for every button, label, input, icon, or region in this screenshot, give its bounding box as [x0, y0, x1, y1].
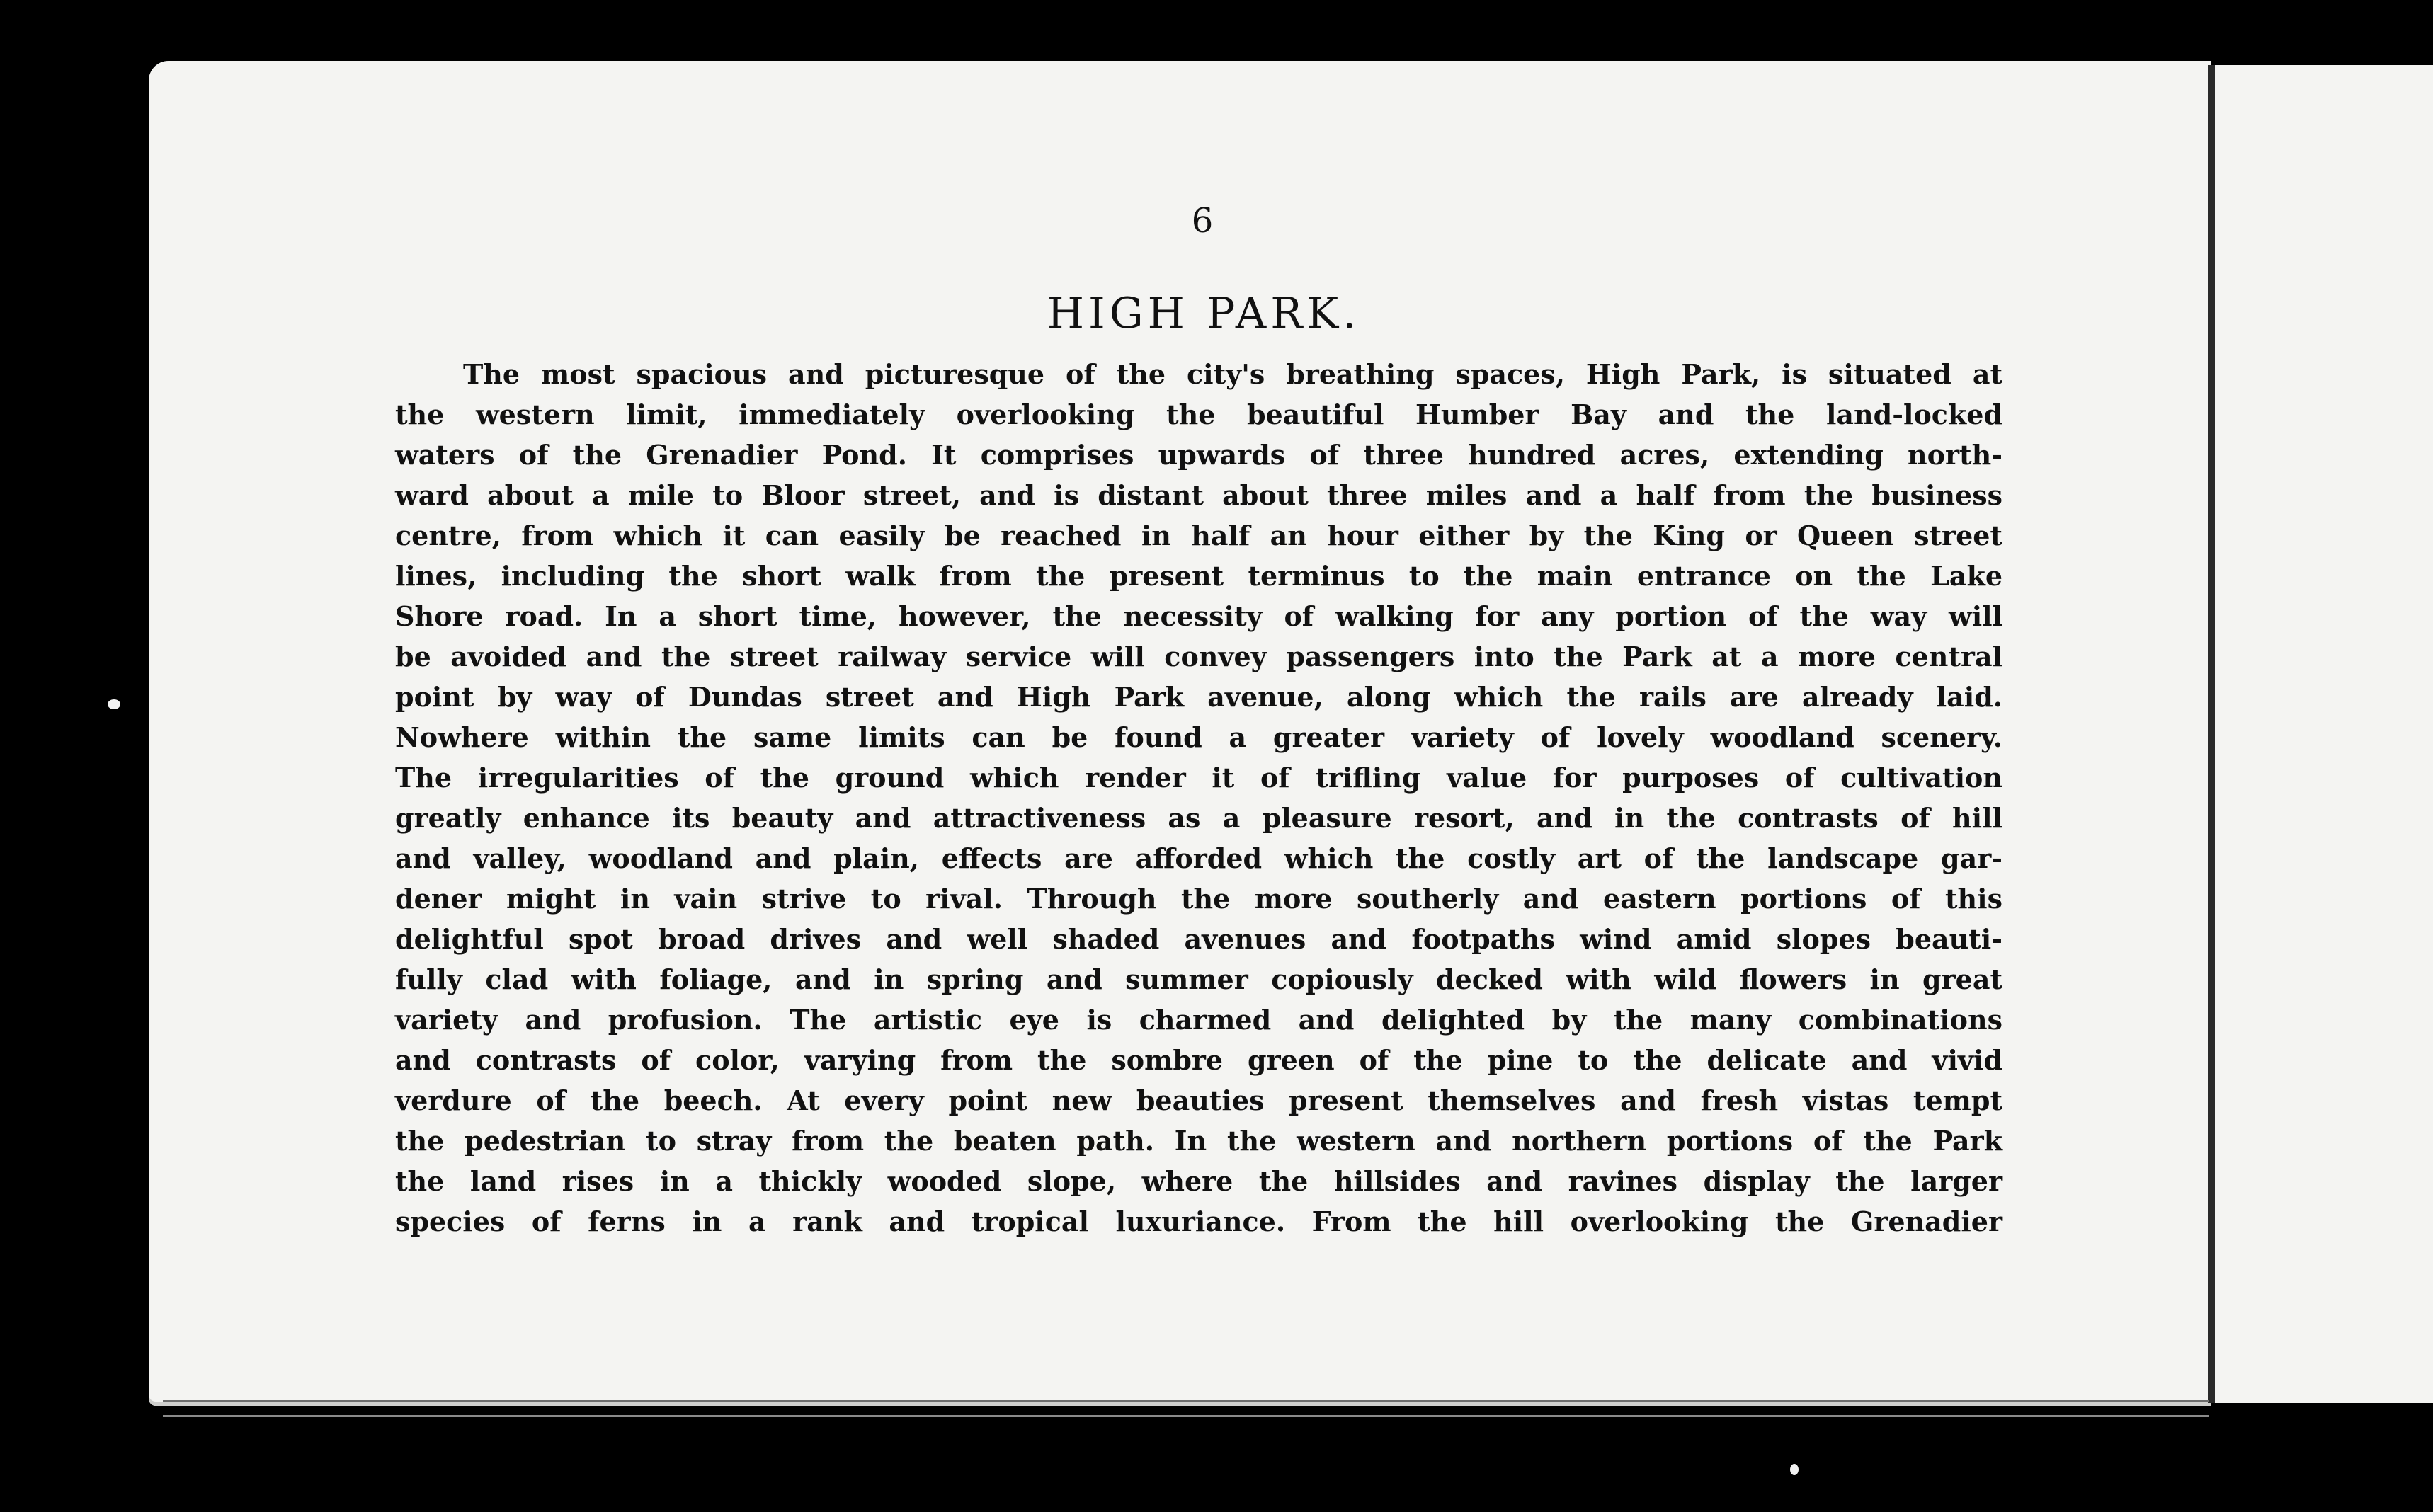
scan-speck [1790, 1464, 1799, 1475]
page-title: HIGH PARK. [1047, 289, 1361, 338]
page-stack-edge [163, 1400, 2209, 1417]
text-line: Shore road. In a short time, however, the necessity of walking for any portion of the way will [395, 600, 2002, 632]
body-paragraph [395, 354, 2002, 1242]
text-line: lines, including the short walk from the present terminus to the main entrance on the Lake [395, 560, 2002, 592]
text-line: The irregularities of the ground which render it of trifling value for purposes of cultivation [395, 762, 2002, 794]
text-line: delightful spot broad drives and well shaded avenues and footpaths wind amid slopes beauti- [395, 923, 2002, 955]
text-line: the western limit, immediately overlooking the beautiful Humber Bay and the land-locked [395, 399, 2002, 430]
text-line: variety and profusion. The artistic eye is charmed and delighted by the many combinations [395, 1004, 2002, 1036]
text-line: point by way of Dundas street and High Park avenue, along which the rails are already laid. [395, 681, 2002, 713]
text-line: and contrasts of color, varying from the sombre green of the pine to the delicate and vivid [395, 1044, 2002, 1076]
page-number: 6 [1191, 201, 1214, 241]
text-line: fully clad with foliage, and in spring and summer copiously decked with wild flowers in great [395, 963, 2002, 995]
text-line: centre, from which it can easily be reached in half an hour either by the King or Queen street [395, 520, 2002, 551]
text-line: be avoided and the street railway service will convey passengers into the Park at a more central [395, 641, 2002, 672]
text-line: ward about a mile to Bloor street, and is distant about three miles and a half from the business [395, 479, 2002, 511]
text-line: Nowhere within the same limits can be found a greater variety of lovely woodland scenery. [395, 721, 2002, 753]
text-line: the land rises in a thickly wooded slope, where the hillsides and ravines display the larger [395, 1165, 2002, 1197]
text-line: the pedestrian to stray from the beaten path. In the western and northern portions of the Park [395, 1125, 2002, 1157]
text-line: greatly enhance its beauty and attractiveness as a pleasure resort, and in the contrasts of hill [395, 802, 2002, 834]
text-line: and valley, woodland and plain, effects are afforded which the costly art of the landscape gar- [395, 842, 2002, 874]
right-page-edge [2215, 65, 2433, 1403]
text-line: The most spacious and picturesque of the city's breathing spaces, High Park, is situated at [463, 358, 2002, 390]
scan-speck [108, 699, 120, 709]
text-line: waters of the Grenadier Pond. It comprises upwards of three hundred acres, extending north- [395, 439, 2002, 471]
text-line: species of ferns in a rank and tropical luxuriance. From the hill overlooking the Grenadier [395, 1205, 2002, 1237]
page-gutter [2208, 65, 2215, 1403]
text-line: dener might in vain strive to rival. Through the more southerly and eastern portions of this [395, 883, 2002, 915]
text-line: verdure of the beech. At every point new beauties present themselves and fresh vistas tempt [395, 1084, 2002, 1116]
